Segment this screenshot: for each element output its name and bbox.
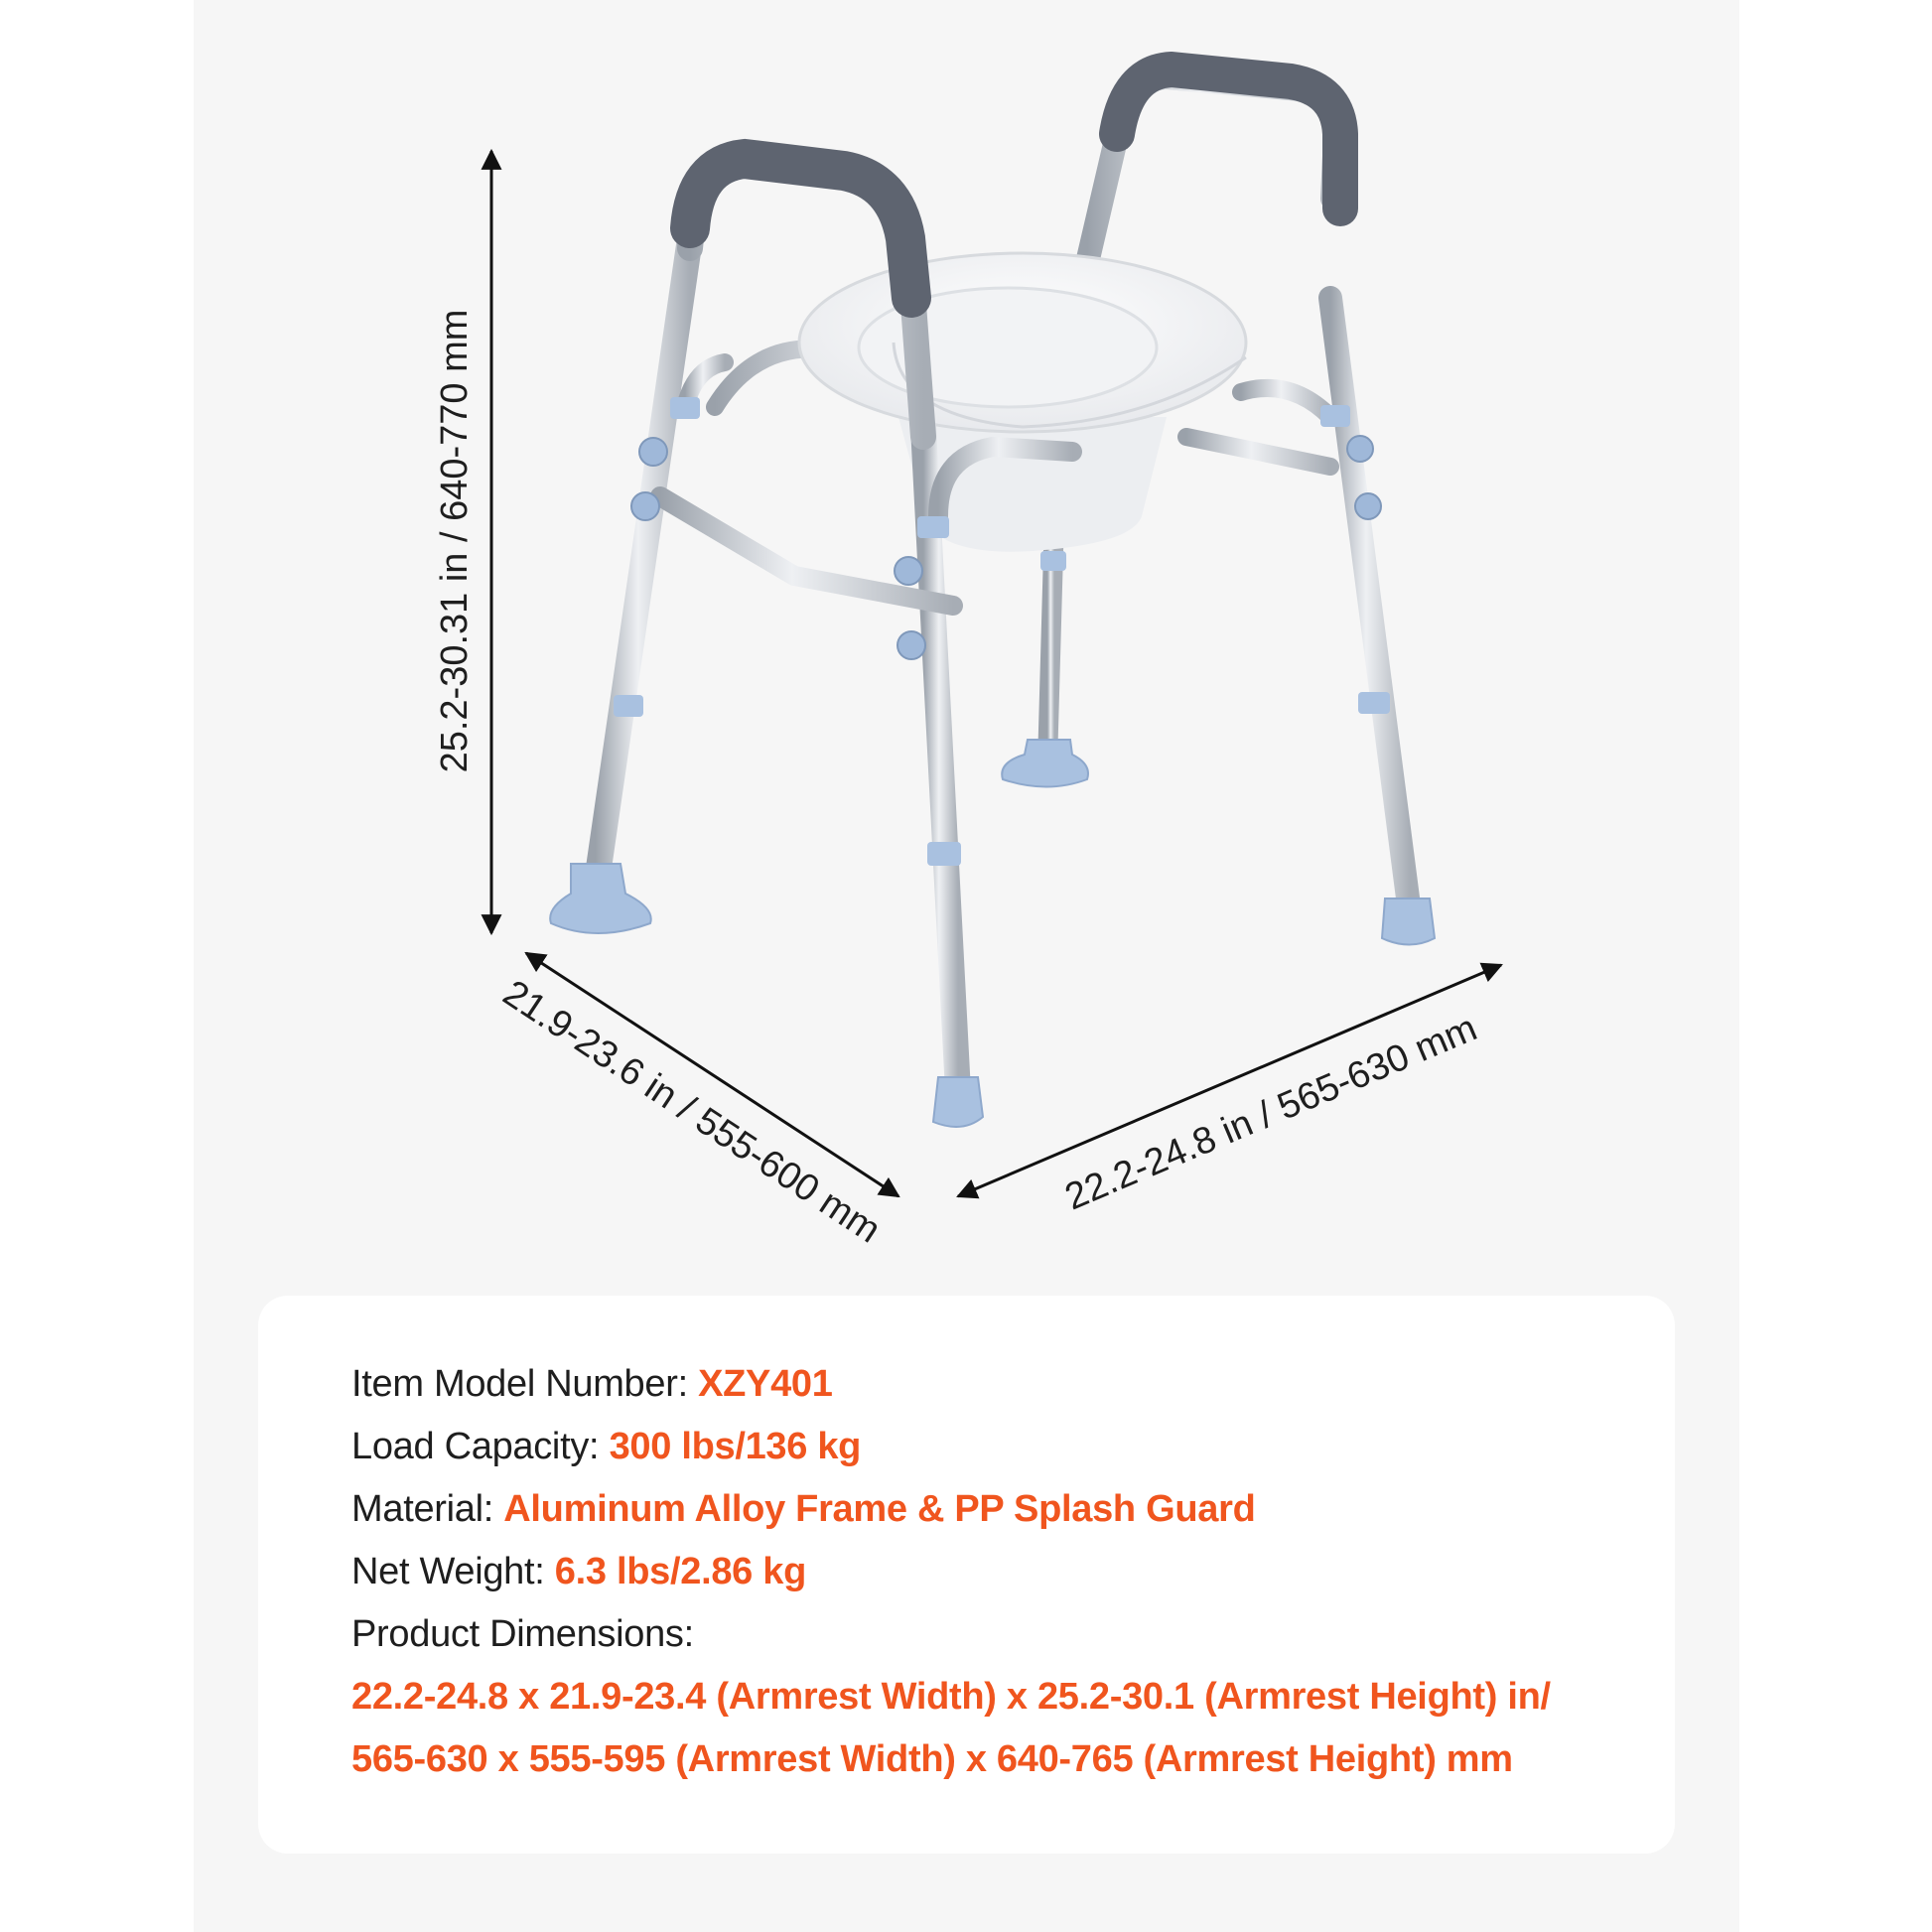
spec-model xyxy=(351,1363,833,1406)
depth-dimension-label: 21.9-23.6 in / 555-600 mm xyxy=(495,972,889,1252)
spec-dimensions-line-1: 22.2-24.8 x 21.9-23.4 (Armrest Width) x 25.2-30.1 (Armrest Height) in/ xyxy=(351,1676,1551,1718)
spec-load xyxy=(351,1426,861,1468)
toilet-seat xyxy=(799,253,1246,552)
spec-weight xyxy=(351,1551,806,1593)
width-arrow xyxy=(958,965,1501,1196)
spec-weight-value: 6.3 lbs/2.86 kg xyxy=(554,1551,807,1592)
spec-dimensions-line-2: 565-630 x 555-595 (Armrest Width) x 640-765 (Armrest Height) mm xyxy=(351,1738,1513,1780)
spec-model-value: XZY401 xyxy=(698,1363,833,1405)
width-dimension-label: 22.2-24.8 in / 565-630 mm xyxy=(1058,1007,1483,1219)
rubber-feet xyxy=(550,740,1435,1127)
spec-material-label: Material: xyxy=(351,1488,504,1530)
spec-dimensions-label: Product Dimensions: xyxy=(351,1613,694,1655)
spec-load-value: 300 lbs/136 kg xyxy=(609,1426,862,1467)
spec-load-label: Load Capacity: xyxy=(351,1426,610,1467)
spec-material xyxy=(351,1488,1256,1531)
height-dimension-label: 25.2-30.31 in / 640-770 mm xyxy=(434,309,476,773)
depth-arrow xyxy=(526,953,898,1196)
spec-weight-label: Net Weight: xyxy=(351,1551,555,1592)
spec-model-label: Item Model Number: xyxy=(351,1363,699,1405)
spec-material-value: Aluminum Alloy Frame & PP Splash Guard xyxy=(503,1488,1256,1530)
back-armrest-pad xyxy=(1117,69,1340,208)
